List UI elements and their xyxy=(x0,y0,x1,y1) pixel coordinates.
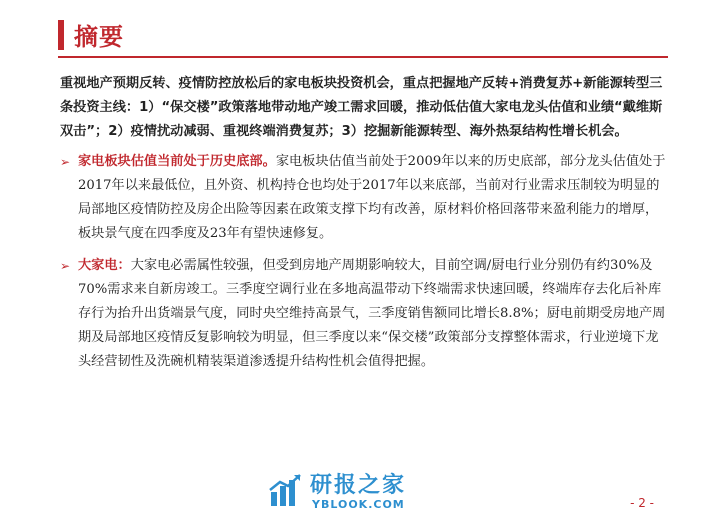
title-divider xyxy=(58,56,668,58)
page-title: 摘要 xyxy=(74,23,124,51)
title-bar xyxy=(0,0,702,58)
bar-chart-logo-icon xyxy=(268,472,304,508)
page-number: - 2 - xyxy=(630,496,654,510)
arrow-bullet-icon: ➢ xyxy=(60,259,71,273)
watermark-chinese: 研报之家 xyxy=(310,473,407,498)
bullet-major-appliances xyxy=(60,254,666,374)
watermark-url: YBLOOK.COM xyxy=(312,498,405,511)
bullet-lead: 家电板块估值当前处于历史底部。 xyxy=(78,154,276,169)
bullet-body: 家电板块估值当前处于2009年以来的历史底部，部分龙头估值处于2017年以来最低位，且外资、机构持仓也均处于2017年以来底部，当前对行业需求压制较为明显的局部地区疫情防控及房企出险等因素在政策支撑下均有改善，原材料价格回落带来盈利能力的增厚，板块景气度在四季度及23年有望快速修复。 xyxy=(78,154,666,241)
title-accent-bar xyxy=(58,20,64,50)
bullet-body: 大家电必需属性较强，但受到房地产周期影响较大，目前空调/厨电行业分别仍有约30%及70%需求来自新房竣工。三季度空调行业在多地高温带动下终端需求快速回暖，终端库存去化后补库存行为抬升出货端景气度，同时央空维持高景气，三季度销售额同比增长8.8%；厨电前期受房地产周期及局部地区疫情反复影响较为明显，但三季度以来“保交楼”政策部分支撑整体需求，行业逆境下龙头经营韧性及洗碗机精装渠道渗透提升结构性机会值得把握。 xyxy=(78,258,666,369)
bullet-valuation xyxy=(60,150,666,246)
intro-paragraph: 重视地产预期反转、疫情防控放松后的家电板块投资机会，重点把握地产反转+消费复苏+新能源转型三条投资主线：1）“保交楼”政策落地带动地产竣工需求回暖，推动低估值大家电龙头估值和业绩“戴维斯双击”；2）疫情扰动减弱、重视终端消费复苏；3）挖掘新能源转型、海外热泵结构性增长机会。 xyxy=(60,76,663,139)
watermark xyxy=(268,468,438,516)
bullet-lead: 大家电： xyxy=(78,258,131,273)
arrow-bullet-icon: ➢ xyxy=(60,155,71,169)
summary-content xyxy=(60,72,666,382)
